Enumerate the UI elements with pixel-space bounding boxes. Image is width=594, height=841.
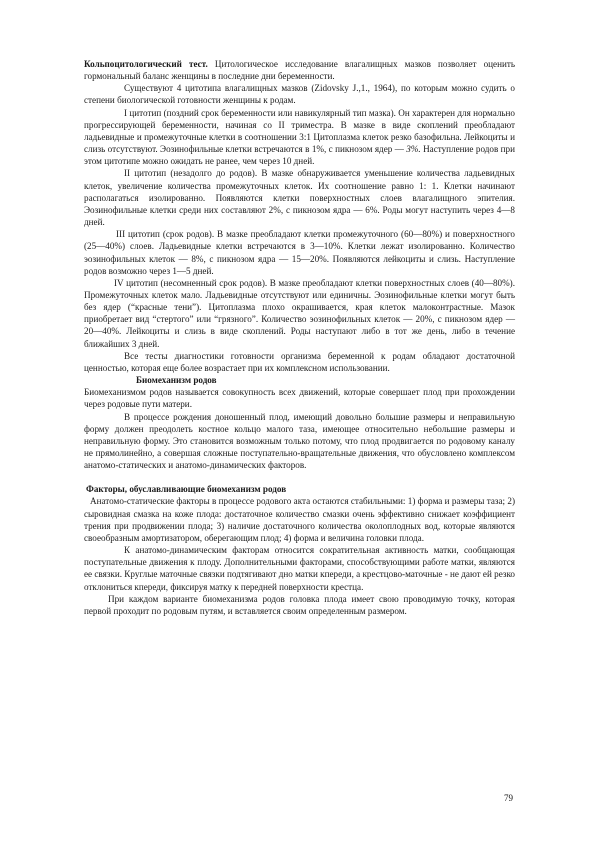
paragraph-anatomo-dynamic: К анатомо-динамическим факторам относится сократительная активность матки, сообщающая поступательные движения к плоду. Дополнительными факторами, способствующими работе матки, являются ее связки. Круглые маточные связки подтягивают дно матки кпереди, а крестцово-маточные - не дают ей резко отклониться кпереди, фиксируя матку к передней поверхности крестца.	[84, 545, 515, 592]
paragraph-colpocytology-test	[84, 58, 515, 82]
section-title-colpocytology: Кольпоцитологический тест.	[84, 59, 208, 69]
paragraph-cytotype-1	[84, 107, 515, 168]
paragraph-text: Цитологическое исследование влагалищных мазков позволяет оценить гормональный баланс женщины в последние дни беременности.	[84, 59, 515, 82]
paragraph-lead-point: При каждом варианте биомеханизма родов головка плода имеет свою проводимую точку, которая первой проходит по родовым путям, и вставляется своим определенным размером.	[84, 593, 515, 616]
page-number: 79	[504, 793, 513, 803]
paragraph-text: I цитотип (поздний срок беременности или навикулярный тип мазка). Он характерен для нормально прогрессирующей беременности, начиная со II триместра. В мазке в виде скоплений преобладают ладьевидные и промежуточные клетки в соотношении 3:1 Цитоплазма клеток резко базофильна. Лейкоциты и слизь отсутствуют. Эозинофильные клетки встречаются в 1%, с пикнозом ядер —	[84, 107, 515, 155]
paragraph-cytotype-4: IV цитотип (несомненный срок родов). В мазке преобладают клетки поверхностных слоев (40—80%). Промежуточных клеток мало. Ладьевидные отсутствуют или единичны. Эозинофильные клетки могут быть без ядер (“красные тени”). Цитоплазма плохо окрашивается, края клеток малоконтрастные. Мазок приобретает вид “стертого” или “грязного”. Количество эозинофильных клеток — 20%, с пикнозом ядер — 20—40%. Лейкоциты и слизь в виде скоплений. Роды наступают либо в тот же день, либо в течение ближайших 3 дней.	[84, 277, 515, 349]
paragraph-text-tail: Наступление родов при этом цитотипе можно ожидать не ранее, чем через 10 дней.	[84, 144, 515, 167]
heading-biomechanism: Биомеханизм родов	[136, 375, 217, 386]
paragraph-biomechanism-definition: Биомеханизмом родов называется совокупность всех движений, которые совершает плод при прохождении через родовые пути матери.	[84, 387, 515, 410]
page-body	[84, 58, 515, 617]
paragraph-cytotype-2: II цитотип (незадолго до родов). В мазке обнаруживается уменьшение количества ладьевидных клеток, увеличение количества промежуточных клеток. Их соотношение равно 1: 1. Клетки начинают располагаться изолированно. Появляются клетки поверхностных слоев влагалищного эпителия. Эозинофильные клетки среди них составляют 2%, с пикнозом ядра — 6%. Роды могут наступить через 4—8 дней.	[84, 168, 515, 228]
heading-factors: Факторы, обуславливающие биомеханизм родов	[86, 484, 287, 495]
paragraph-cytotype-3: III цитотип (срок родов). В мазке преобладают клетки промежуточного (60—80%) и поверхностного (25—40%) слоев. Ладьевидные клетки встречаются в 3—10%. Клетки лежат изолированно. Количество эозинофильных клеток — 8%, с пикнозом ядра — 15—20%. Появляются лейкоциты и слизь. Наступление родов возможно через 1—5 дней.	[84, 229, 515, 276]
paragraph-cytotypes-intro: Существуют 4 цитотипа влагалищных мазков (Zidovsky J.,1., 1964), по которым можно судить о степени биологической готовности женщины к родам.	[84, 83, 515, 106]
paragraph-anatomo-static: Анатомо-статические факторы в процессе родового акта остаются стабильными: 1) форма и размеры таза; 2) сыровидная смазка на коже плода: достаточное количество смазки очень эффективно снижает коэффициент трения при продвижении плода; 3) наличие достаточного количества околоплодных вод, которые являются своеобразным амортизатором, оберегающим плод; 4) форма и величина головки плода.	[84, 496, 515, 543]
paragraph-birth-process: В процессе рождения доношенный плод, имеющий довольно большие размеры и неправильную форму должен преодолеть костное кольцо малого таза, имеющее относительно небольшие размеры и неправильную форму. Это становится возможным только потому, что плод продвигается по родовому каналу не прямолинейно, а совершая сложные поступательно-вращательные движения, что обусловлено комплексом анатомо-статических и анатомо-динамических факторов.	[84, 411, 515, 471]
paragraph-tests-summary: Все тесты диагностики готовности организма беременной к родам обладают достаточной ценностью, которая еще более возрастает при их комплексном использовании.	[84, 350, 515, 373]
italic-value: 3%.	[403, 144, 421, 155]
